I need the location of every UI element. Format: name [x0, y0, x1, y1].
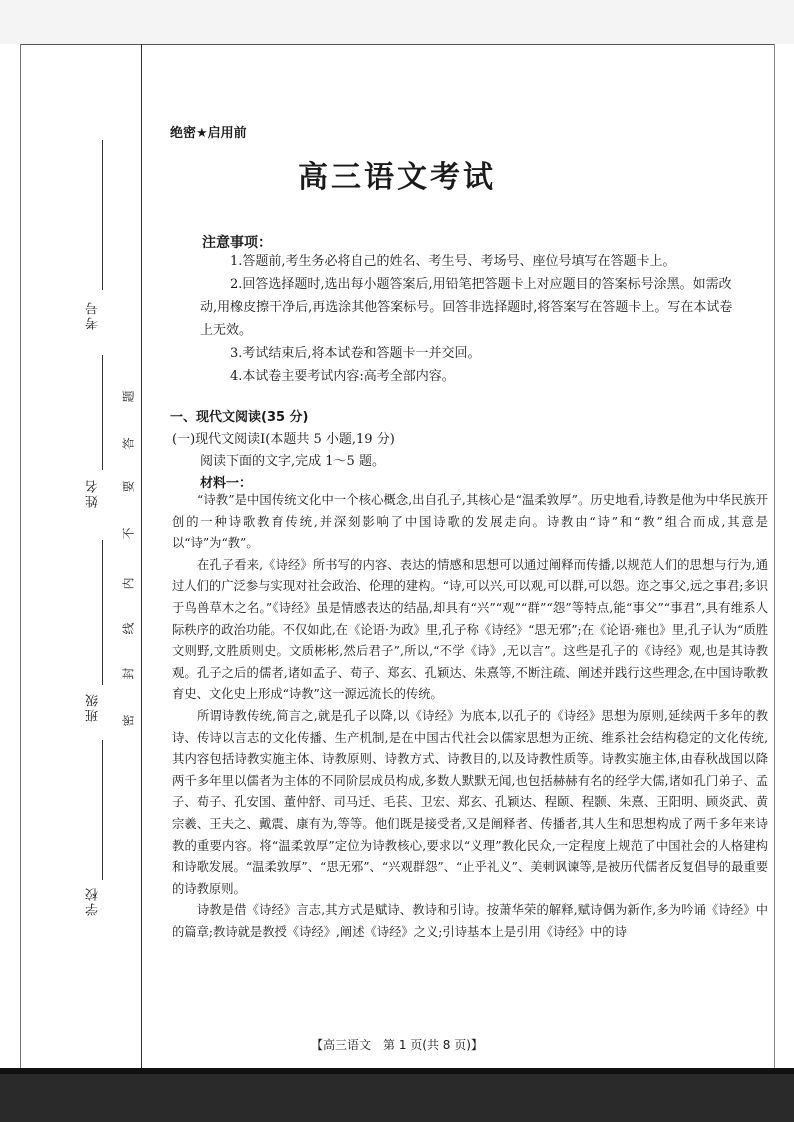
- seal-char: 答: [121, 437, 136, 450]
- page-footer: 【高三语文 第 1 页(共 8 页)】: [311, 1038, 483, 1052]
- reading-passage: [172, 490, 768, 943]
- seal-char: 不: [121, 527, 136, 540]
- passage-paragraph: “诗教”是中国传统文化中一个核心概念,出自孔子,其核心是“温柔敦厚”。历史地看,诗教是他为中华民族开创的一种诗歌教育传统,并深刻影响了中国诗歌的发展走向。诗教由“诗”和“教”组合而成,其意是以“诗”为“教”。: [172, 493, 768, 551]
- notice-heading: 注意事项：: [202, 235, 272, 251]
- confidential-mark: 绝密★启用前: [170, 126, 247, 141]
- class-underline: [102, 540, 103, 685]
- notice-item: 3.考试结束后,将本试卷和答题卡一并交回。: [230, 346, 481, 361]
- seal-char: 封: [121, 667, 136, 680]
- reading-instruction: 阅读下面的文字,完成 1～5 题。: [200, 454, 385, 469]
- passage-paragraph: 诗教是借《诗经》言志,其方式是赋诗、教诗和引诗。按萧华荣的解释,赋诗偶为新作,多为吟诵《诗经》中的篇章;教诗就是教授《诗经》,阐述《诗经》之义;引诗基本上是引用《诗经》中的诗: [172, 903, 768, 939]
- frame-right-border: [774, 44, 775, 1068]
- school-underline: [102, 740, 103, 880]
- notice-list: [200, 250, 740, 388]
- exam-number-label: 考号: [86, 300, 101, 330]
- frame-top-border: [20, 44, 775, 45]
- name-label: 姓名: [86, 478, 101, 508]
- seal-char: 题: [121, 390, 136, 403]
- frame-left-border: [20, 44, 21, 1068]
- passage-paragraph: 在孔子看来,《诗经》所书写的内容、表达的情感和思想可以通过阐释而传播,以规范人们的思想与行为,通过人们的广泛参与实现对社会政治、伦理的建构。“诗,可以兴,可以观,可以群,可以怨。迩之事父,远之事君;多识于鸟兽草木之名。”《诗经》虽是情感表达的结晶,却具有“兴”“观”“群”“怨”等特点,能“事父”“事君”,具有维系人际秩序的政治功能。不仅如此,在《论语·为政》里,孔子称《诗经》“思无邪”;在《论语·雍也》里,孔子认为“质胜文则野,文胜质则史。文质彬彬,然后君子”,所以,“不学《诗》,无以言”。这些是孔子的《诗经》观,也是其诗教观。孔子之后的儒者,诸如孟子、荀子、郑玄、孔颖达、朱熹等,不断注疏、阐述并践行这些理念,在中国诗歌教育史、文化史上形成“诗教”这一源远流长的传统。: [172, 557, 768, 702]
- school-label: 学校: [86, 886, 101, 916]
- seal-line: [141, 44, 142, 1068]
- scan-top-margin: [0, 0, 794, 44]
- name-underline: [102, 355, 103, 470]
- seal-char: 要: [121, 480, 136, 493]
- notice-item: 1.答题前,考生务必将自己的姓名、考生号、考场号、座位号填写在答题卡上。: [230, 254, 676, 269]
- notice-item: 2.回答选择题时,选出每小题答案后,用铅笔把答题卡上对应题目的答案标号涂黑。如需改动,用橡皮擦干净后,再选涂其他答案标号。回答非选择题时,将答案写在答题卡上。写在本试卷上无效。: [200, 277, 733, 338]
- scan-bottom-margin: [0, 1068, 794, 1122]
- seal-char: 密: [121, 714, 136, 727]
- subsection-title: (一)现代文阅读Ⅰ(本题共 5 小题,19 分): [172, 432, 395, 447]
- page-title: 高三语文考试: [298, 160, 496, 195]
- class-label: 班级: [86, 692, 101, 722]
- scan-bottom-edge: [0, 1068, 794, 1074]
- seal-char: 内: [121, 577, 136, 590]
- section-title: 一、现代文阅读(35 分): [170, 410, 309, 425]
- seal-char: 线: [121, 622, 136, 635]
- notice-item: 4.本试卷主要考试内容:高考全部内容。: [230, 369, 455, 384]
- material-label: 材料一：: [200, 476, 253, 491]
- passage-paragraph: 所谓诗教传统,简言之,就是孔子以降,以《诗经》为底本,以孔子的《诗经》思想为原则,延续两千多年的教诗、传诗以言志的文化传播、生产机制,是在中国古代社会以儒家思想为正统、维系社会结构稳定的文化传统,其内容包括诗教实施主体、诗教原则、诗教方式、诗教目的,以及诗教性质等。诗教实施主体,由春秋战国以降两千多年里以儒者为主体的不同阶层成员构成,多数人默默无闻,也包括赫赫有名的经学大儒,诸如孔门弟子、孟子、荀子、孔安国、董仲舒、司马迁、毛苌、卫宏、郑玄、孔颖达、程颐、程颢、朱熹、王阳明、顾炎武、黄宗羲、王夫之、戴震、康有为,等等。他们既是接受者,又是阐释者、传播者,其人生和思想构成了两千多年来诗教的重要内容。将“温柔敦厚”定位为诗教核心,要求以“义理”教化民众,一定程度上规范了中国社会的人格建构和诗歌发展。“温柔敦厚”、“思无邪”、“兴观群怨”、“止乎礼义”、美刺讽谏等,是被历代儒者反复倡导的最重要的诗教原则。: [172, 708, 768, 896]
